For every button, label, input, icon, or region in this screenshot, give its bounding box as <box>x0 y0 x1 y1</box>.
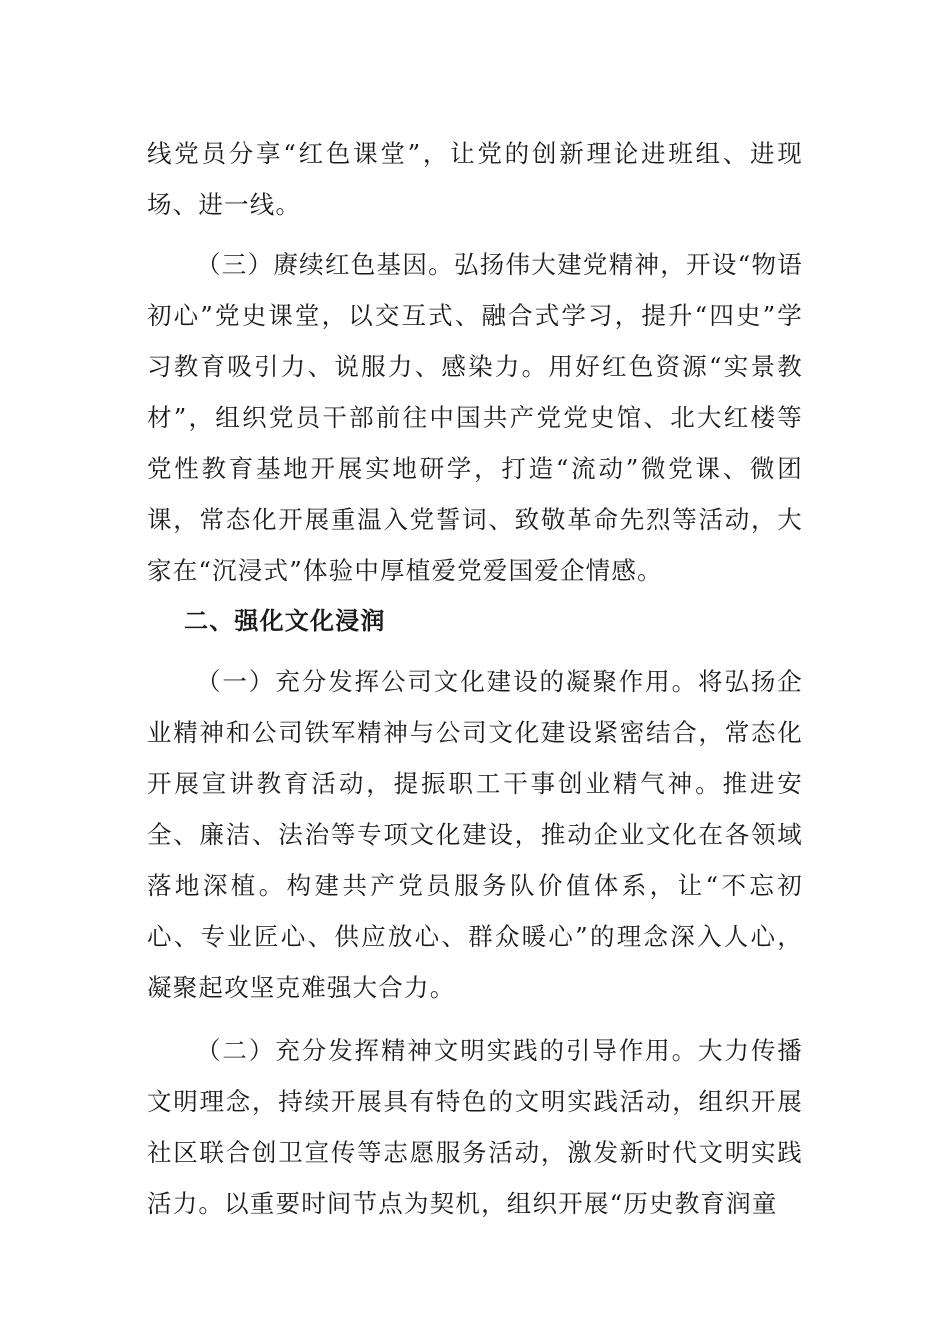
paragraph-company-culture: （一）充分发挥公司文化建设的凝聚作用。将弘扬企业精神和公司铁军精神与公司文化建设紧密结合，常态化开展宣讲教育活动，提振职工干事创业精气神。推进安全、廉洁、法治等专项文化建设，推动企业文化在各领域落地深植。构建共产党员服务队价值体系，让“不忘初心、专业匠心、供应放心、群众暖心”的理念深入人心，凝聚起攻坚克难强大合力。 <box>147 667 803 1002</box>
document-body <box>147 128 803 1229</box>
paragraph-continuation: 线党员分享“红色课堂”，让党的创新理论进班组、进现场、进一线。 <box>147 139 803 219</box>
paragraph-civilization-practice: （二）充分发挥精神文明实践的引导作用。大力传播文明理念，持续开展具有特色的文明实践活动，组织开展社区联合创卫宣传等志愿服务活动，激发新时代文明实践活力。以重要时间节点为契机，组织开展“历史教育润童 <box>147 1036 803 1218</box>
paragraph-red-gene: （三）赓续红色基因。弘扬伟大建党精神，开设“物语初心”党史课堂，以交互式、融合式学习，提升“四史”学习教育吸引力、说服力、感染力。用好红色资源“实景教材”，组织党员干部前往中国共产党党史馆、北大红楼等党性教育基地开展实地研学，打造“流动”微党课、微团课，常态化开展重温入党誓词、致敬革命先烈等活动，大家在“沉浸式”体验中厚植爱党爱国爱企情感。 <box>147 250 803 585</box>
section-heading-culture: 二、强化文化浸润 <box>184 607 386 635</box>
